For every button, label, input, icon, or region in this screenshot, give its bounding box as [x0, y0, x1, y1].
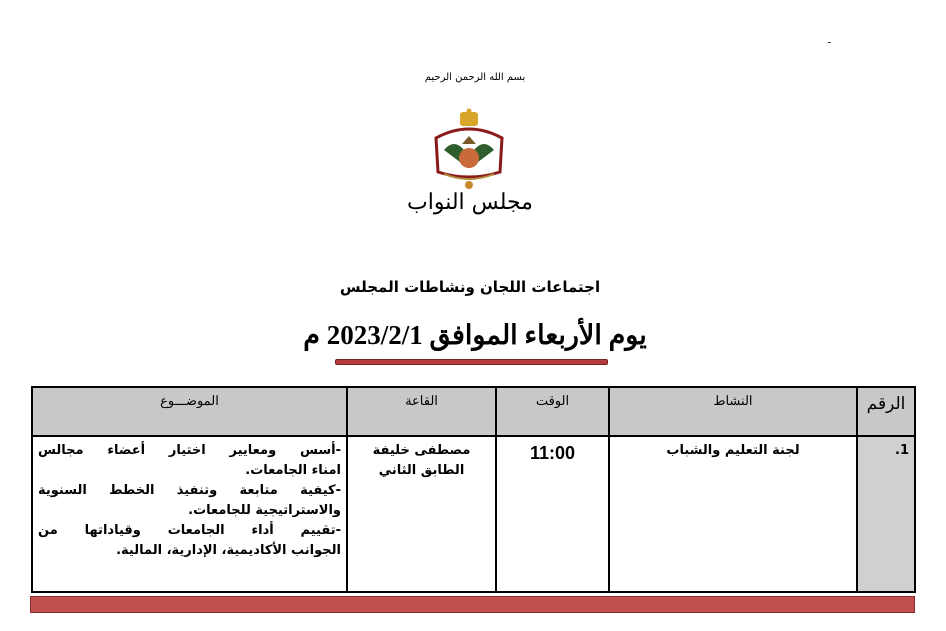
- row-activity: لجنة التعليم والشباب: [609, 436, 857, 592]
- column-header-topic: الموضـــوع: [32, 387, 347, 436]
- topic-line: الجوانب الأكاديمية، الإدارية، المالية.: [116, 543, 341, 558]
- page-mark: ـ: [828, 36, 831, 46]
- row-number: 1.: [857, 436, 915, 592]
- hall-line: مصطفى خليفة: [372, 443, 471, 458]
- date-title: يوم الأربعاء الموافق 2023/2/1 م: [303, 320, 647, 350]
- footer-bar: [30, 596, 915, 613]
- table-header-row: [32, 387, 915, 436]
- column-header-time: الوقت: [496, 387, 609, 436]
- row-hall: [347, 436, 496, 592]
- topic-line: -تقييم أداء الجامعات وقياداتها من: [38, 523, 341, 538]
- column-header-hall: القاعة: [347, 387, 496, 436]
- column-header-number: الرقم: [857, 387, 915, 436]
- basmala: بسم الله الرحمن الرحيم: [424, 72, 526, 83]
- subtitle: اجتماعات اللجان ونشاطات المجلس: [339, 278, 601, 296]
- hall-line: الطابق الثاني: [378, 463, 465, 478]
- row-topic: [32, 436, 347, 592]
- column-header-activity: النشاط: [609, 387, 857, 436]
- jordan-coat-of-arms-icon: [430, 108, 508, 190]
- table-row: [32, 436, 915, 592]
- parliament-logo-text: مجلس النواب: [407, 190, 533, 215]
- activities-table: [31, 386, 916, 593]
- title-underline: [335, 359, 608, 365]
- topic-line: -كيفية متابعة وتنفيذ الخطط السنوية: [38, 483, 341, 498]
- topic-line: -أسس ومعايير اختيار أعضاء مجالس: [38, 443, 341, 458]
- topic-line: والاستراتيجية للجامعات.: [188, 503, 341, 518]
- row-time: 11:00: [496, 436, 609, 592]
- topic-line: امناء الجامعات.: [245, 463, 341, 478]
